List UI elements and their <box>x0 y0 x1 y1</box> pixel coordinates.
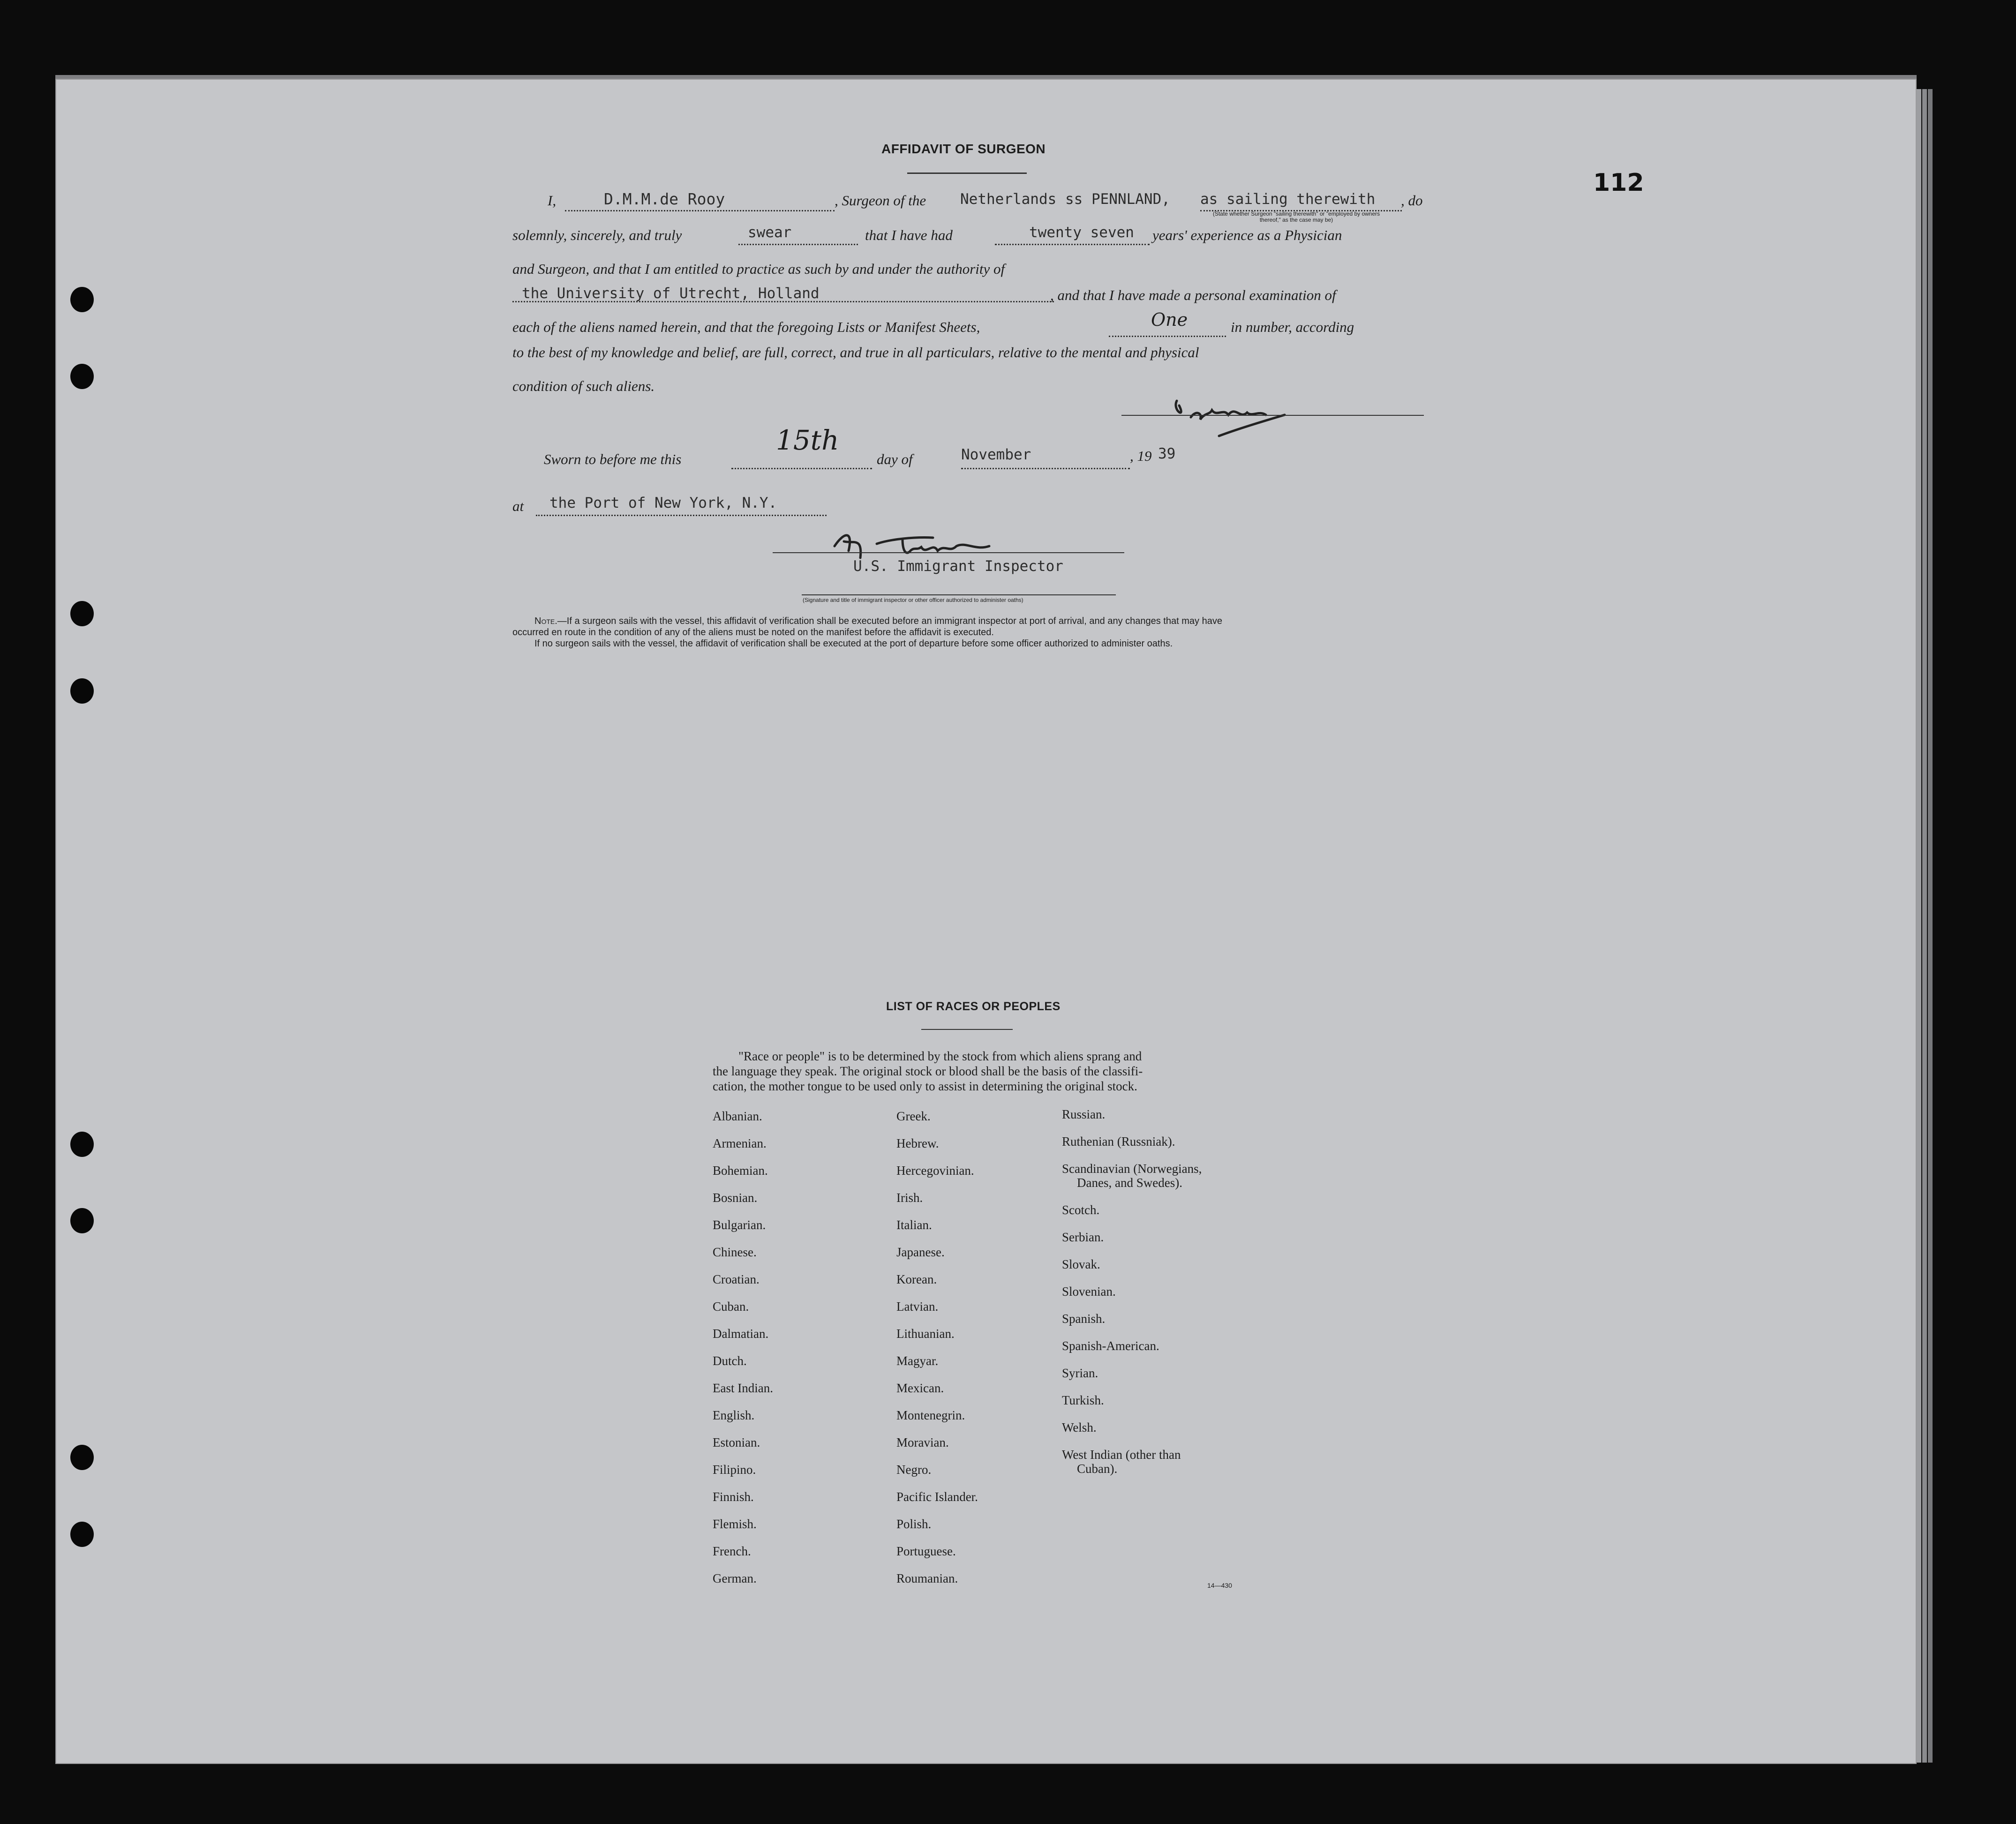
affidavit-title: AFFIDAVIT OF SURGEON <box>881 142 1046 156</box>
signature-line <box>773 552 1124 553</box>
surgeon-signature <box>1158 391 1299 443</box>
swearing-place: the Port of New York, N.Y. <box>549 495 777 511</box>
race-item: Slovak. <box>1062 1257 1100 1271</box>
punch-hole <box>70 1208 94 1233</box>
race-item: Hebrew. <box>896 1136 939 1150</box>
race-item: Montenegrin. <box>896 1408 965 1422</box>
races-intro: the language they speak. The original stock or blood shall be the basis of the classifi- <box>713 1064 1143 1078</box>
race-item: Cuban). <box>1077 1462 1118 1476</box>
sworn-day: 15th <box>776 424 839 456</box>
race-item: Polish. <box>896 1517 932 1531</box>
note-label: Note.—If a surgeon sails with the vessel, this affidavit of verification shall be executed before an immigrant inspector at port of arrival, and any changes that may have <box>534 616 1222 626</box>
affidavit-text: day of <box>877 451 913 467</box>
affidavit-text: , and that I have made a personal examination of <box>1050 287 1336 303</box>
officer-title: U.S. Immigrant Inspector <box>853 558 1063 575</box>
affidavit-text: to the best of my knowledge and belief, are full, correct, and true in all particulars, relative to the mental and physical <box>512 344 1199 360</box>
punch-hole <box>70 287 94 312</box>
oath-word: swear <box>748 224 792 241</box>
race-item: Armenian. <box>713 1136 767 1150</box>
race-item: German. <box>713 1571 757 1585</box>
note-text: occurred en route in the condition of any of the aliens must be noted on the manifest before the affidavit is executed. <box>512 627 994 638</box>
affidavit-text: each of the aliens named herein, and that the foregoing Lists or Manifest Sheets, <box>512 319 980 335</box>
affidavit-text: in number, according <box>1231 319 1354 335</box>
race-item: Hercegovinian. <box>896 1163 974 1178</box>
race-item: French. <box>713 1544 751 1558</box>
race-item: Scandinavian (Norwegians, <box>1062 1162 1202 1176</box>
race-item: Pacific Islander. <box>896 1490 978 1504</box>
race-item: Flemish. <box>713 1517 757 1531</box>
fill-line <box>738 244 858 245</box>
races-column-2 <box>896 1109 978 1599</box>
race-item: Lithuanian. <box>896 1327 955 1341</box>
page-stack-edge <box>1922 89 1927 1763</box>
vessel-name: Netherlands ss PENNLAND, <box>960 191 1170 208</box>
race-item: Cuban. <box>713 1299 749 1314</box>
race-item: Chinese. <box>713 1245 757 1259</box>
sailing-status-caption: (State whether Surgeon "sailing therewith" or "employed by owners thereof," as the case may be) <box>1212 210 1380 223</box>
race-item: Spanish. <box>1062 1312 1106 1326</box>
race-item: West Indian (other than <box>1062 1448 1181 1462</box>
page-stack-edge <box>1928 89 1933 1763</box>
affidavit-text: , Surgeon of the <box>835 192 926 209</box>
race-item: Roumanian. <box>896 1571 958 1585</box>
fill-line <box>731 468 872 469</box>
race-item: Russian. <box>1062 1107 1106 1121</box>
officer-line <box>802 594 1116 595</box>
punch-hole <box>70 1132 94 1157</box>
note-text: If no surgeon sails with the vessel, the affidavit of verification shall be executed at the port of departure before some officer authorized to administer oaths. <box>534 638 1173 649</box>
officer-caption: (Signature and title of immigrant inspector or other officer authorized to administer oaths) <box>803 597 1023 603</box>
races-title-rule <box>921 1029 1013 1030</box>
race-item: Japanese. <box>896 1245 945 1259</box>
punch-hole <box>70 1522 94 1547</box>
race-item: Bosnian. <box>713 1191 758 1205</box>
fill-line <box>1109 336 1226 337</box>
punch-hole <box>70 678 94 704</box>
licensing-authority: the University of Utrecht, Holland <box>522 285 820 302</box>
race-item: Portuguese. <box>896 1544 956 1558</box>
signature-line <box>1121 415 1424 416</box>
punch-hole <box>70 601 94 626</box>
race-item: Syrian. <box>1062 1366 1098 1380</box>
affidavit-text: and Surgeon, and that I am entitled to practice as such by and under the authority of <box>512 261 1005 277</box>
fill-line <box>961 468 1130 469</box>
race-item: Korean. <box>896 1272 937 1286</box>
race-item: Filipino. <box>713 1463 756 1477</box>
race-item: Turkish. <box>1062 1393 1104 1407</box>
years-experience: twenty seven <box>1029 224 1134 241</box>
race-item: Serbian. <box>1062 1230 1104 1244</box>
punch-hole <box>70 364 94 389</box>
race-item: Danes, and Swedes). <box>1077 1176 1182 1190</box>
race-item: Dalmatian. <box>713 1327 769 1341</box>
page-number-stamp: 112 <box>1593 169 1644 197</box>
race-item: Magyar. <box>896 1354 939 1368</box>
race-item: Spanish-American. <box>1062 1339 1159 1353</box>
fill-line <box>995 244 1150 245</box>
races-column-3 <box>1062 1107 1202 1489</box>
race-item: Croatian. <box>713 1272 760 1286</box>
race-item: Welsh. <box>1062 1420 1097 1434</box>
race-item: Irish. <box>896 1191 923 1205</box>
race-item: Slovenian. <box>1062 1284 1116 1299</box>
sworn-year: 39 <box>1158 445 1176 462</box>
race-item: Negro. <box>896 1463 932 1477</box>
year-prefix: , 19 <box>1130 448 1152 464</box>
sailing-status: as sailing therewith <box>1200 191 1376 208</box>
race-item: Latvian. <box>896 1299 939 1314</box>
affidavit-text: solemnly, sincerely, and truly <box>512 227 682 243</box>
race-item: English. <box>713 1408 755 1422</box>
affidavit-text: I, <box>548 192 557 209</box>
race-item: Mexican. <box>896 1381 944 1395</box>
title-rule <box>907 173 1027 174</box>
race-item: Greek. <box>896 1109 931 1123</box>
fill-line <box>565 210 835 211</box>
affidavit-text: condition of such aliens. <box>512 378 655 394</box>
races-intro: cation, the mother tongue to be used only to assist in determining the original stock. <box>713 1079 1137 1093</box>
page-stack-edge <box>1917 89 1921 1763</box>
race-item: Ruthenian (Russniak). <box>1062 1134 1175 1148</box>
document-page <box>55 79 1917 1764</box>
affidavit-text: Sworn to before me this <box>544 451 682 467</box>
sheets-count: One <box>1151 309 1188 330</box>
race-item: Albanian. <box>713 1109 762 1123</box>
fill-line <box>536 515 827 516</box>
race-item: Dutch. <box>713 1354 747 1368</box>
race-item: Moravian. <box>896 1435 949 1449</box>
punch-hole <box>70 1445 94 1470</box>
affidavit-text: , do <box>1401 192 1423 209</box>
affidavit-text: at <box>512 498 524 514</box>
form-number: 14—430 <box>1207 1582 1232 1589</box>
affidavit-text: that I have had <box>865 227 953 243</box>
race-item: East Indian. <box>713 1381 773 1395</box>
races-intro: "Race or people" is to be determined by the stock from which aliens sprang and <box>738 1049 1142 1063</box>
races-title: LIST OF RACES OR PEOPLES <box>886 1000 1061 1013</box>
affidavit-text: years' experience as a Physician <box>1152 227 1342 243</box>
race-item: Finnish. <box>713 1490 754 1504</box>
race-item: Italian. <box>896 1218 932 1232</box>
races-column-1 <box>713 1109 773 1599</box>
race-item: Bulgarian. <box>713 1218 766 1232</box>
race-item: Bohemian. <box>713 1163 768 1178</box>
surgeon-name: D.M.M.de Rooy <box>604 190 725 208</box>
sworn-month: November <box>961 446 1031 463</box>
race-item: Estonian. <box>713 1435 760 1449</box>
race-item: Scotch. <box>1062 1203 1100 1217</box>
